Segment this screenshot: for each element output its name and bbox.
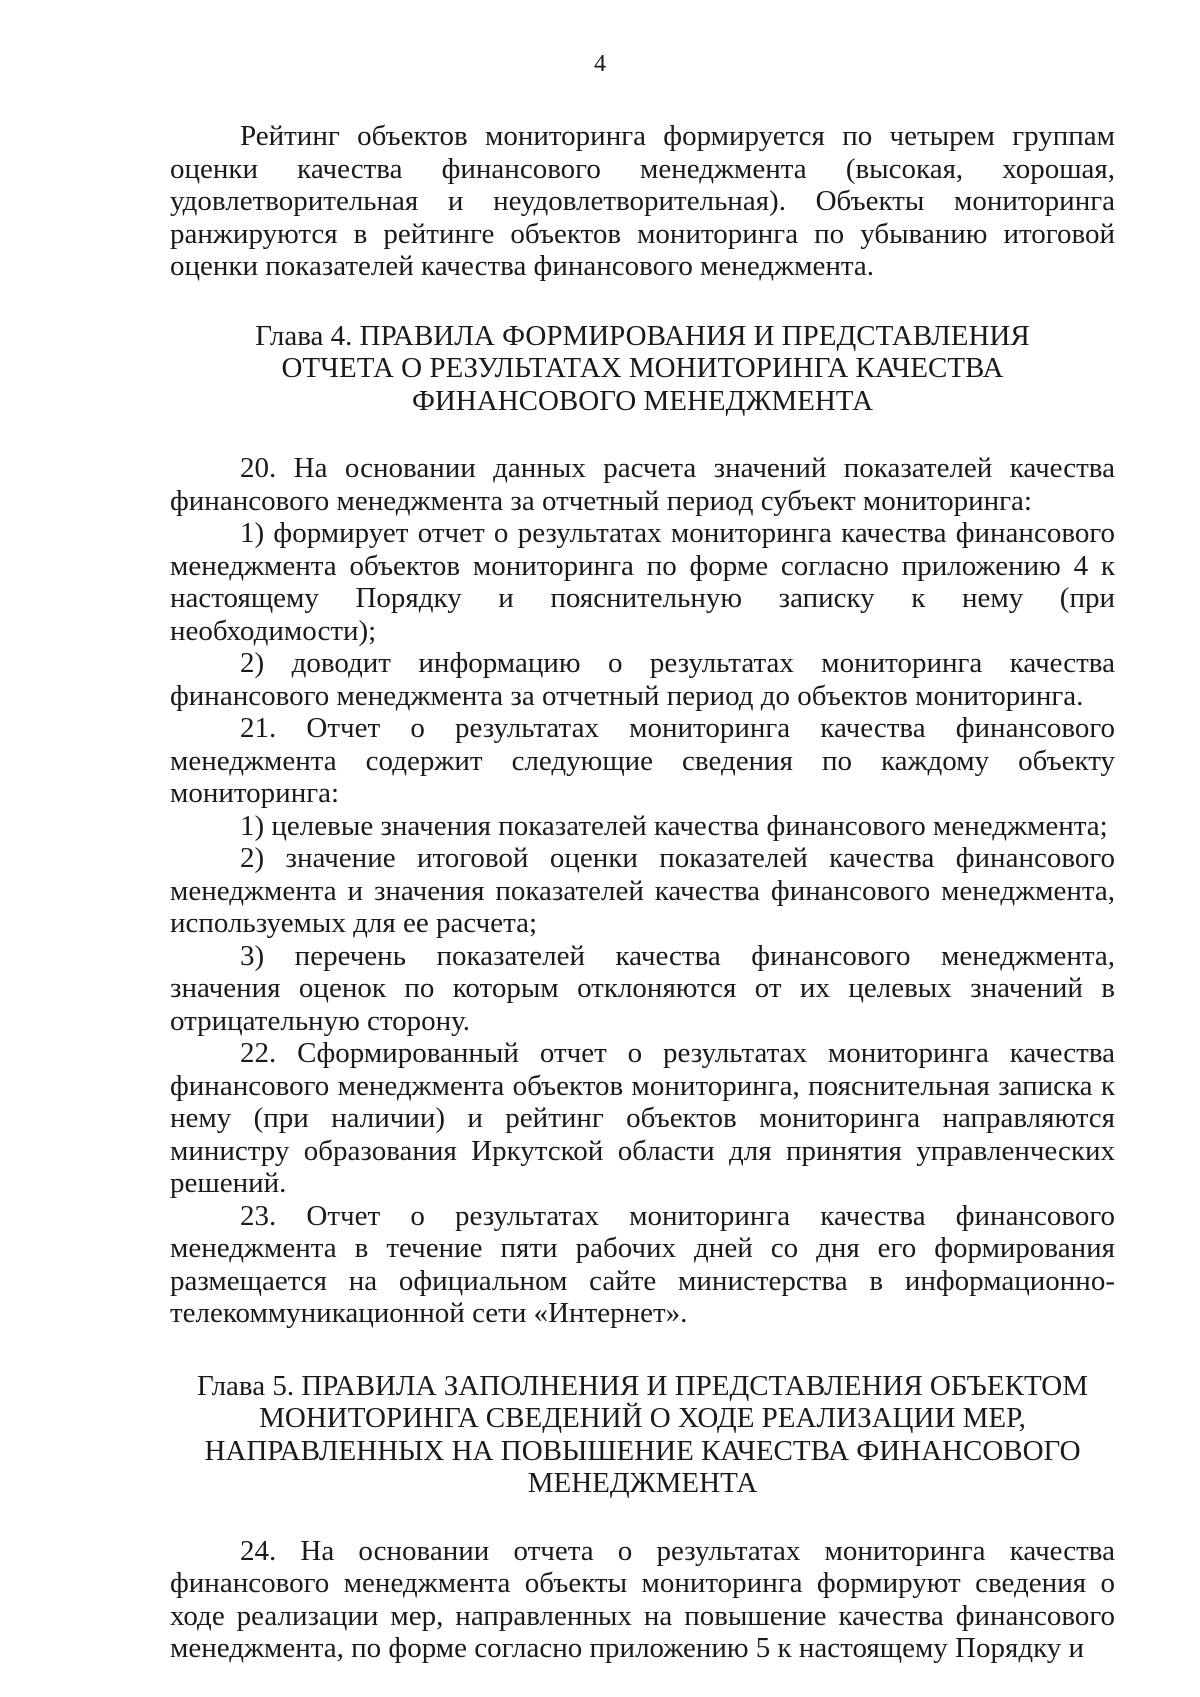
paragraph-21-item-2: 2) значение итоговой оценки показателей качества финансового менеджмента и значения показателей качества финансового менеджмента, используемых для ее расчета; bbox=[170, 842, 1115, 939]
paragraph-20: 20. На основании данных расчета значений показателей качества финансового менеджмента за отчетный период субъект мониторинга: bbox=[170, 452, 1115, 517]
paragraph-21: 21. Отчет о результатах мониторинга качества финансового менеджмента содержит следующие сведения по каждому объекту мониторинга: bbox=[170, 712, 1115, 809]
paragraph-20-item-2: 2) доводит информацию о результатах мониторинга качества финансового менеджмента за отчетный период до объектов мониторинга. bbox=[170, 647, 1115, 712]
paragraph-20-item-1: 1) формирует отчет о результатах мониторинга качества финансового менеджмента объектов мониторинга по форме согласно приложению 4 к настоящему Порядку и пояснительную записку к нему (при необходимости); bbox=[170, 517, 1115, 647]
chapter-5-title-line: Глава 5. ПРАВИЛА ЗАПОЛНЕНИЯ И ПРЕДСТАВЛЕНИЯ ОБЪЕКТОМ bbox=[196, 1369, 1089, 1402]
paragraph-21-item-3: 3) перечень показателей качества финансового менеджмента, значения оценок по которым отклоняются от их целевых значений в отрицательную сторону. bbox=[170, 939, 1115, 1037]
chapter-5-title bbox=[170, 1370, 1115, 1500]
paragraph-22: 22. Сформированный отчет о результатах мониторинга качества финансового менеджмента объектов мониторинга, пояснительная записка к нему (при наличии) и рейтинг объектов мониторинга направляются министру образования Иркутской области для принятия управленческих решений. bbox=[170, 1037, 1115, 1199]
chapter-5-title-line: МЕНЕДЖМЕНТА bbox=[527, 1467, 758, 1499]
chapter-4-title-line: ОТЧЕТА О РЕЗУЛЬТАТАХ МОНИТОРИНГА КАЧЕСТВА bbox=[281, 352, 1004, 384]
chapter-4-title-line: Глава 4. ПРАВИЛА ФОРМИРОВАНИЯ И ПРЕДСТАВЛЕНИЯ bbox=[255, 319, 1030, 352]
paragraph-21-item-1: 1) целевые значения показателей качества финансового менеджмента; bbox=[240, 809, 1108, 842]
page-number: 4 bbox=[594, 51, 606, 77]
paragraph-23: 23. Отчет о результатах мониторинга качества финансового менеджмента в течение пяти рабочих дней со дня его формирования размещается на официальном сайте министерства в информационно-телекоммуникационной сети «Интернет». bbox=[170, 1199, 1115, 1329]
paragraph-24: 24. На основании отчета о результатах мониторинга качества финансового менеджмента объекты мониторинга формируют сведения о ходе реализации мер, направленных на повышение качества финансового менеджмента, по форме согласно приложению 5 к настоящему Порядку и bbox=[170, 1534, 1115, 1664]
page-content bbox=[170, 120, 1115, 1665]
chapter-4-title-line: ФИНАНСОВОГО МЕНЕДЖМЕНТА bbox=[411, 384, 874, 417]
chapter-5-title-line: НАПРАВЛЕННЫХ НА ПОВЫШЕНИЕ КАЧЕСТВА ФИНАНСОВОГО bbox=[204, 1434, 1081, 1467]
chapter-5-title-line: МОНИТОРИНГА СВЕДЕНИЙ О ХОДЕ РЕАЛИЗАЦИИ МЕР, bbox=[259, 1402, 1026, 1434]
paragraph-rating-groups: Рейтинг объектов мониторинга формируется по четырем группам оценки качества финансового менеджмента (высокая, хорошая, удовлетворительная и неудовлетворительная). Объекты мониторинга ранжируются в рейтинге объектов мониторинга по убыванию итоговой оценки показателей качества финансового менеджмента. bbox=[170, 120, 1115, 282]
chapter-4-title bbox=[170, 320, 1115, 418]
